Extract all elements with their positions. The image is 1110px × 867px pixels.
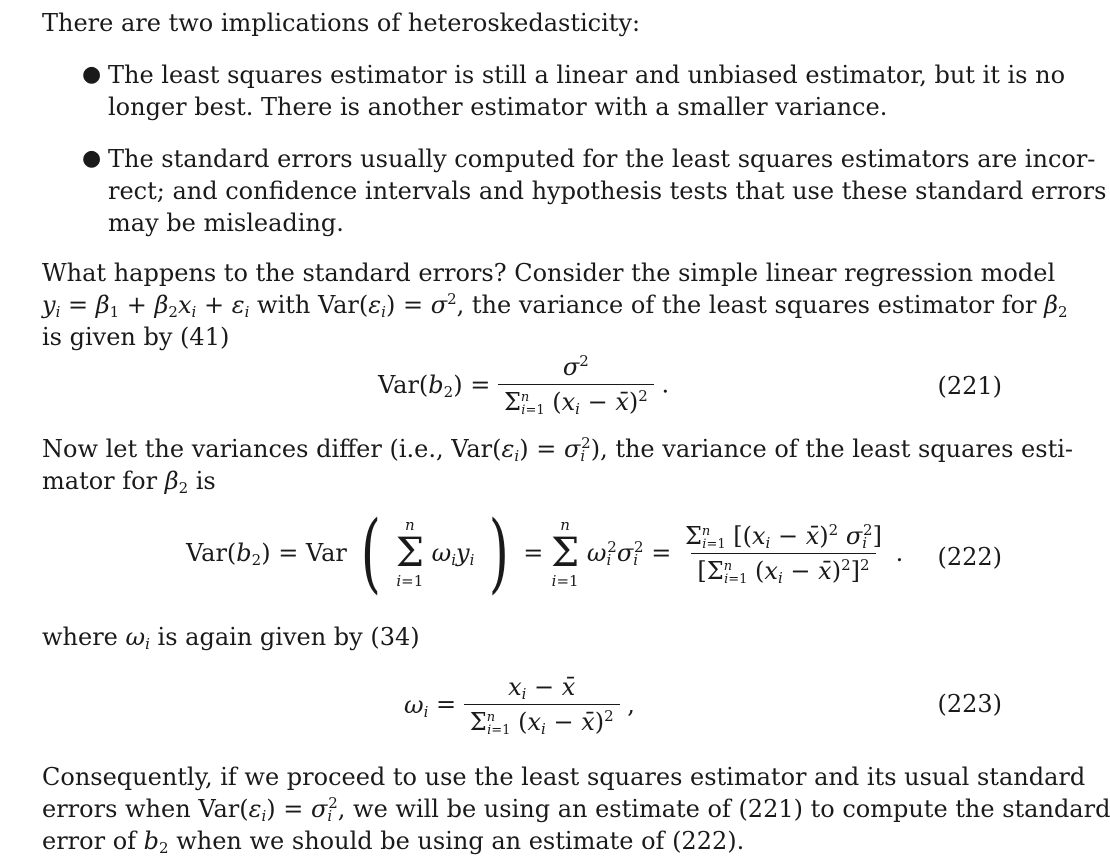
intro-text: There are two implications of heteroskedasticity: bbox=[42, 9, 641, 37]
para1-line-3: is given by (41) bbox=[42, 323, 230, 351]
equation-number-223: (223) bbox=[937, 690, 1002, 718]
para1-with: with bbox=[249, 291, 318, 319]
para3-start: where bbox=[42, 623, 126, 651]
bullet-2-line-1: The standard errors usually computed for the least squares estimators are incor- bbox=[108, 145, 1096, 173]
equation-223: $\omega_i$ = $\frac{x_i - x̄}{\Sigma^n_{i=1} (x_i - x̄)^2}$ , bbox=[404, 673, 635, 738]
bullet-1-line-1 bbox=[108, 60, 1066, 90]
var-eps-math: $Var(\varepsilon_i) = \sigma^2$ bbox=[317, 290, 457, 321]
para4-line-2-end: , we will be using an estimate of (221) to compute the standard bbox=[337, 795, 1110, 823]
equation-number-222: (222) bbox=[937, 543, 1002, 571]
para1-line-1: What happens to the standard errors? Consider the simple linear regression model bbox=[42, 259, 1056, 287]
bullet-2-line-2: rect; and confidence intervals and hypothesis tests that use these standard errors bbox=[108, 177, 1107, 205]
equation-222: $Var(b_2)$ = Var ( n Σ i=1 $\omega_iy_i$ ) = n Σ i=1 $\omega_i^2\sigma_i^2$ = $\frac{\Sigma^n_{i=1} [(x_i - x̄)^2 \sigma_i^2]}{[\Sigma^n_{i=1} (x_i - x̄)^2]^2}$ . bbox=[186, 503, 904, 603]
para1-line-2 bbox=[42, 290, 1068, 320]
para3-line bbox=[42, 622, 420, 652]
omega-i-math: $\omega_i$ bbox=[125, 623, 150, 653]
equation-number-221: (221) bbox=[937, 372, 1002, 400]
bullet-1-text-1: The least squares estimator is still a linear and unbiased estimator, but it is no bbox=[108, 61, 1066, 89]
para4-line-1: Consequently, if we proceed to use the least squares estimator and its usual standard bbox=[42, 763, 1086, 791]
var-eps-i-math: $Var(\varepsilon_i) = \sigma_i^2$ bbox=[198, 794, 338, 825]
equation-221: $Var(b_2)$ = $\frac{\sigma^2}{\Sigma^n_{i=1} (x_i - x̄)^2}$ . bbox=[378, 352, 670, 418]
para2-start: Now let the variances differ (i.e., bbox=[42, 435, 452, 463]
para2-line-2-text: mator for bbox=[42, 467, 165, 495]
b2-math: $b_2$ bbox=[143, 827, 169, 857]
var-eps-i-math: $Var(\varepsilon_i) = \sigma_i^2$ bbox=[451, 434, 591, 465]
bullet-2-line-3: may be misleading. bbox=[108, 209, 344, 237]
para3-end: is again given by (34) bbox=[149, 623, 420, 651]
beta2-math: $\beta_2$ is bbox=[164, 467, 216, 497]
bullet-dot-icon: ● bbox=[82, 146, 102, 171]
para4-line-3-end: when we should be using an estimate of (222). bbox=[168, 827, 745, 855]
para2-end: ), the variance of the least squares esti- bbox=[590, 435, 1073, 463]
regression-model-math: $y_i = \beta_1 + \beta_2x_i + \varepsilon_i$ bbox=[42, 291, 250, 321]
para4-line-3-start: error of bbox=[42, 827, 144, 855]
beta2-math: $\beta_2$ bbox=[1044, 291, 1068, 321]
para1-line-2-end: , the variance of the least squares estimator for bbox=[456, 291, 1045, 319]
bullet-1-line-2: longer best. There is another estimator with a smaller variance. bbox=[108, 93, 888, 121]
para2-line-1 bbox=[42, 434, 1073, 464]
para2-line-2 bbox=[42, 466, 216, 496]
para4-line-2 bbox=[42, 794, 1110, 824]
para4-line-2-start: errors when bbox=[42, 795, 199, 823]
para4-line-3 bbox=[42, 826, 744, 856]
bullet-dot-icon: ● bbox=[82, 62, 102, 87]
